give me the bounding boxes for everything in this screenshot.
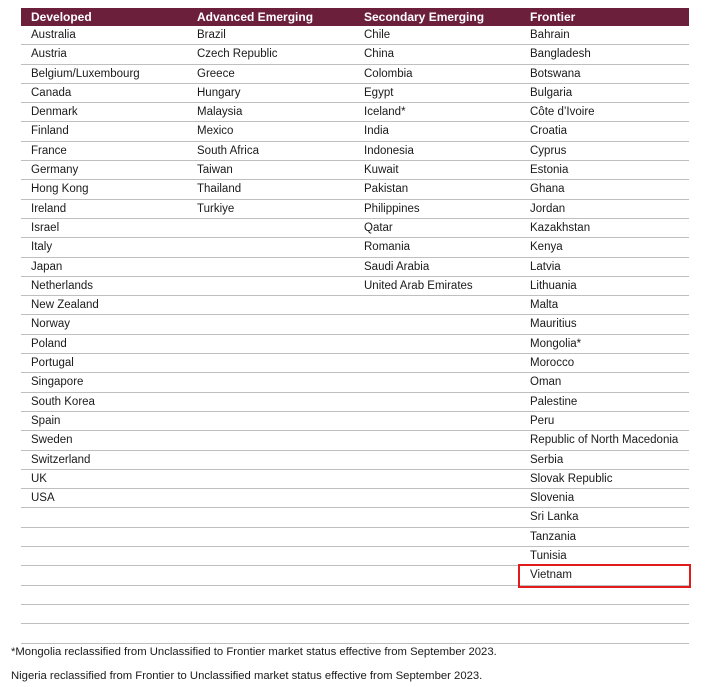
country-cell: China (354, 45, 523, 64)
country-cell: Tanzania (520, 528, 689, 547)
country-cell: Philippines (354, 200, 523, 219)
country-cell: Romania (354, 238, 523, 257)
empty-cell (354, 489, 523, 508)
country-cell: Kazakhstan (520, 219, 689, 238)
country-cell: Bangladesh (520, 45, 689, 64)
empty-cell (187, 586, 356, 605)
empty-cell (187, 547, 356, 566)
country-cell: Cyprus (520, 142, 689, 161)
country-cell: Israel (21, 219, 190, 238)
empty-cell (520, 624, 689, 643)
country-cell: Belgium/Luxembourg (21, 65, 190, 84)
country-cell: Qatar (354, 219, 523, 238)
country-cell: Czech Republic (187, 45, 356, 64)
country-cell: Thailand (187, 180, 356, 199)
empty-cell (187, 277, 356, 296)
country-cell: Italy (21, 238, 190, 257)
empty-cell (354, 470, 523, 489)
country-cell: France (21, 142, 190, 161)
empty-cell (354, 566, 523, 585)
country-cell: USA (21, 489, 190, 508)
country-cell: Denmark (21, 103, 190, 122)
country-cell: Serbia (520, 451, 689, 470)
empty-cell (21, 624, 190, 643)
empty-cell (187, 393, 356, 412)
country-cell: Canada (21, 84, 190, 103)
country-cell: Lithuania (520, 277, 689, 296)
column-developed (21, 8, 190, 644)
country-cell: Greece (187, 65, 356, 84)
highlighted-country-cell: Vietnam (520, 566, 689, 585)
empty-cell (354, 528, 523, 547)
empty-cell (21, 547, 190, 566)
empty-cell (354, 431, 523, 450)
empty-cell (354, 451, 523, 470)
country-cell: Switzerland (21, 451, 190, 470)
country-cell: Pakistan (354, 180, 523, 199)
empty-cell (21, 566, 190, 585)
country-cell: Tunisia (520, 547, 689, 566)
empty-cell (354, 547, 523, 566)
country-cell: Poland (21, 335, 190, 354)
country-cell: Hungary (187, 84, 356, 103)
country-cell: Jordan (520, 200, 689, 219)
empty-cell (21, 605, 190, 624)
country-cell: Germany (21, 161, 190, 180)
empty-cell (187, 354, 356, 373)
empty-cell (354, 315, 523, 334)
empty-cell (187, 489, 356, 508)
empty-cell (354, 393, 523, 412)
country-cell: Kuwait (354, 161, 523, 180)
country-cell: Malaysia (187, 103, 356, 122)
country-cell: Sri Lanka (520, 508, 689, 527)
empty-cell (354, 586, 523, 605)
column-frontier (520, 8, 689, 644)
country-cell: Portugal (21, 354, 190, 373)
country-cell: South Korea (21, 393, 190, 412)
empty-cell (354, 624, 523, 643)
country-cell: Turkiye (187, 200, 356, 219)
country-cell: Netherlands (21, 277, 190, 296)
country-cell: Malta (520, 296, 689, 315)
empty-cell (187, 470, 356, 489)
empty-cell (21, 586, 190, 605)
country-cell: Singapore (21, 373, 190, 392)
country-cell: Slovenia (520, 489, 689, 508)
country-cell: Croatia (520, 122, 689, 141)
empty-cell (187, 219, 356, 238)
empty-cell (354, 508, 523, 527)
country-cell: Côte d’Ivoire (520, 103, 689, 122)
empty-cell (354, 412, 523, 431)
country-cell: United Arab Emirates (354, 277, 523, 296)
country-cell: Latvia (520, 258, 689, 277)
country-cell: Slovak Republic (520, 470, 689, 489)
column-header: Frontier (520, 8, 689, 26)
empty-cell (354, 605, 523, 624)
country-cell: Saudi Arabia (354, 258, 523, 277)
country-cell: Republic of North Macedonia (520, 431, 689, 450)
country-cell: Estonia (520, 161, 689, 180)
empty-cell (21, 528, 190, 547)
country-cell: Oman (520, 373, 689, 392)
country-cell: India (354, 122, 523, 141)
empty-cell (354, 335, 523, 354)
column-header: Advanced Emerging (187, 8, 356, 26)
country-cell: Ghana (520, 180, 689, 199)
country-cell: UK (21, 470, 190, 489)
empty-cell (187, 605, 356, 624)
column-secondary-emerging (354, 8, 523, 644)
country-cell: Chile (354, 26, 523, 45)
country-cell: Bahrain (520, 26, 689, 45)
country-cell: Finland (21, 122, 190, 141)
column-advanced-emerging (187, 8, 356, 644)
country-cell: South Africa (187, 142, 356, 161)
country-cell: Spain (21, 412, 190, 431)
column-header: Developed (21, 8, 190, 26)
empty-cell (354, 296, 523, 315)
country-cell: Palestine (520, 393, 689, 412)
country-cell: Indonesia (354, 142, 523, 161)
country-cell: New Zealand (21, 296, 190, 315)
empty-cell (354, 373, 523, 392)
country-cell: Mauritius (520, 315, 689, 334)
country-cell: Morocco (520, 354, 689, 373)
empty-cell (187, 412, 356, 431)
country-cell: Mexico (187, 122, 356, 141)
empty-cell (187, 508, 356, 527)
country-cell: Taiwan (187, 161, 356, 180)
empty-cell (187, 315, 356, 334)
country-cell: Ireland (21, 200, 190, 219)
empty-cell (354, 354, 523, 373)
empty-cell (187, 566, 356, 585)
country-cell: Bulgaria (520, 84, 689, 103)
empty-cell (520, 586, 689, 605)
column-header: Secondary Emerging (354, 8, 523, 26)
country-cell: Norway (21, 315, 190, 334)
country-cell: Colombia (354, 65, 523, 84)
country-cell: Botswana (520, 65, 689, 84)
country-cell: Australia (21, 26, 190, 45)
country-cell: Sweden (21, 431, 190, 450)
country-cell: Japan (21, 258, 190, 277)
country-cell: Brazil (187, 26, 356, 45)
empty-cell (21, 508, 190, 527)
empty-cell (187, 238, 356, 257)
country-cell: Hong Kong (21, 180, 190, 199)
empty-cell (187, 258, 356, 277)
empty-cell (187, 624, 356, 643)
empty-cell (187, 335, 356, 354)
footnote-mongolia: *Mongolia reclassified from Unclassified to Frontier market status effective from September 2023. (11, 646, 497, 658)
country-cell: Austria (21, 45, 190, 64)
country-cell: Peru (520, 412, 689, 431)
country-cell: Egypt (354, 84, 523, 103)
empty-cell (187, 431, 356, 450)
footnote-nigeria: Nigeria reclassified from Frontier to Unclassified market status effective from September 2023. (11, 670, 483, 682)
country-cell: Mongolia* (520, 335, 689, 354)
empty-cell (187, 528, 356, 547)
empty-cell (520, 605, 689, 624)
country-cell: Kenya (520, 238, 689, 257)
empty-cell (187, 296, 356, 315)
empty-cell (187, 373, 356, 392)
country-cell: Iceland* (354, 103, 523, 122)
empty-cell (187, 451, 356, 470)
